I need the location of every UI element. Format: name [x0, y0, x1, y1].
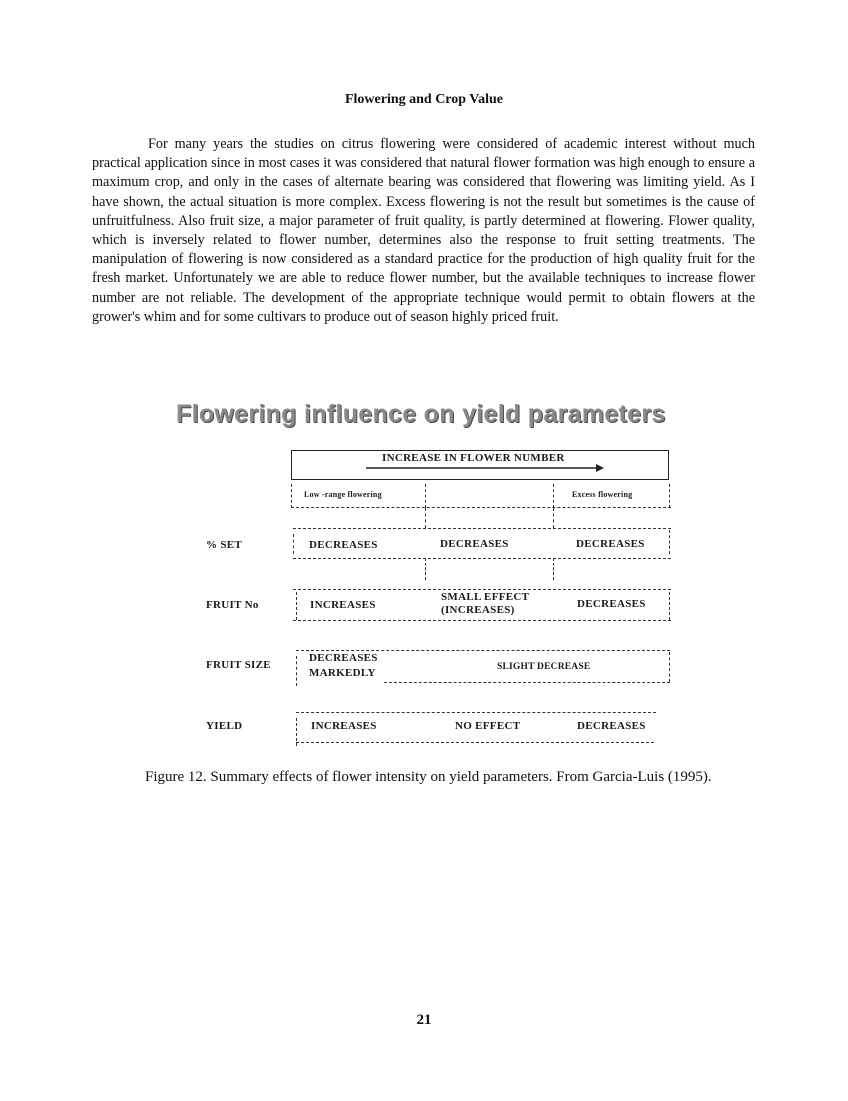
divider	[384, 682, 670, 683]
divider	[553, 558, 554, 580]
row-label-fruit-no: FRUIT No	[206, 599, 259, 611]
divider	[293, 528, 671, 529]
divider	[296, 650, 670, 651]
divider	[296, 712, 656, 713]
fruit-size-low-line2: MARKEDLY	[309, 667, 376, 679]
divider	[296, 656, 297, 686]
yield-low: INCREASES	[311, 720, 377, 732]
page-number: 21	[416, 1012, 432, 1028]
arrow-head-icon	[596, 464, 604, 472]
body-paragraph: For many years the studies on citrus flowering were considered of academic interest without much practical application since in most cases it was considered that natural flower formation was high enough to ensure a maximum crop, and only in the cases of alternate bearing was considered that flowering was limiting yield. As I have shown, the actual situation is more complex. Excess flowering is not the result but sometimes is the cause of unfruitfulness. Also fruit size, a major parameter of fruit quality, is partly determined at flowering. Flower quality, which is inversely related to flower number, determines also the response to fruit setting treatments. The manipulation of flowering is now considered as a standard practice for the production of high quality fruit for the fresh market. Unfortunately we are able to reduce flower number, but the available techniques to increase flower number are not reliable. The development of the appropriate technique would permit to obtain flowers at the grower's whim and for some cultivars to produce out of season highly priced fruit.	[92, 136, 755, 325]
header-text: INCREASE IN FLOWER NUMBER	[382, 452, 565, 464]
set-high: DECREASES	[576, 538, 645, 550]
row-label-set: % SET	[206, 539, 243, 551]
fruit-no-mid-line1: SMALL EFFECT	[441, 591, 530, 603]
divider	[293, 534, 294, 554]
set-mid: DECREASES	[440, 538, 509, 550]
divider	[669, 530, 670, 554]
divider	[425, 558, 426, 580]
low-range-label: Low -range flowering	[304, 490, 382, 499]
fruit-no-low: INCREASES	[310, 599, 376, 611]
row-label-yield: YIELD	[206, 720, 243, 732]
divider	[291, 507, 671, 508]
divider	[293, 620, 671, 621]
divider	[553, 484, 554, 508]
yield-high: DECREASES	[577, 720, 646, 732]
section-title: Flowering and Crop Value	[344, 92, 504, 107]
set-low: DECREASES	[309, 539, 378, 551]
yield-mid: NO EFFECT	[455, 720, 521, 732]
divider	[669, 652, 670, 682]
divider	[553, 508, 554, 528]
divider	[425, 484, 426, 508]
figure-caption: Figure 12. Summary effects of flower intensity on yield parameters. From Garcia-Luis (1995).	[145, 769, 712, 785]
fruit-size-right: SLIGHT DECREASE	[497, 662, 591, 672]
fruit-no-high: DECREASES	[577, 598, 646, 610]
divider	[425, 508, 426, 528]
divider	[669, 592, 670, 620]
excess-label: Excess flowering	[572, 490, 633, 499]
figure-title: Flowering influence on yield parameters	[176, 400, 666, 428]
divider	[291, 484, 292, 508]
divider	[296, 742, 654, 743]
fruit-no-mid-line2: (INCREASES)	[441, 604, 515, 616]
divider	[293, 589, 671, 590]
divider	[296, 592, 297, 620]
divider	[293, 558, 671, 559]
fruit-size-low-line1: DECREASES	[309, 652, 378, 664]
row-label-fruit-size: FRUIT SIZE	[206, 659, 271, 671]
divider	[669, 484, 670, 508]
